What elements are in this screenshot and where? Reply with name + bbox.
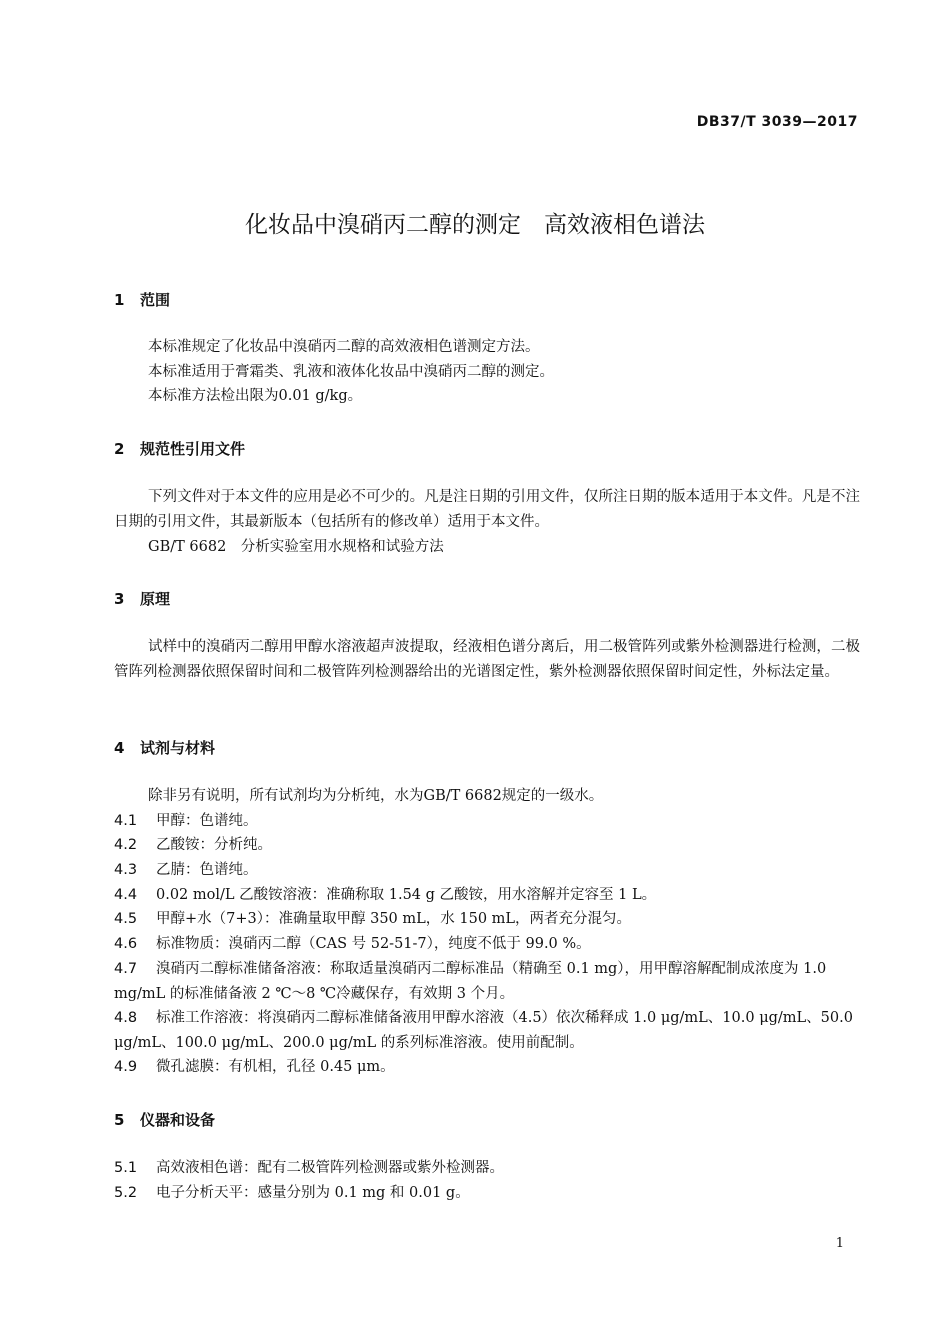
- page-number: 1: [835, 1236, 844, 1251]
- item-number: 5.2: [114, 1185, 138, 1201]
- standard-code: DB37/T 3039—2017: [696, 114, 858, 130]
- section-1-heading: [114, 289, 170, 310]
- section-title: 仪器和设备: [140, 1111, 216, 1129]
- section-4-heading: [114, 737, 215, 758]
- item-text: 乙酸铵：分析纯。: [156, 837, 272, 853]
- item-number: 4.9: [114, 1059, 138, 1075]
- item-text: 甲醇：色谱纯。: [156, 813, 258, 829]
- item-number: 4.8: [114, 1010, 138, 1026]
- item-number: 4.6: [114, 936, 138, 952]
- item-text: 溴硝丙二醇标准储备溶液：称取适量溴硝丙二醇标准品（精确至 0.1 mg），用甲醇溶解配制成浓度为 1.0 mg/mL 的标准储备液 2 ℃～8 ℃冷藏保存，有效期 3 个月。: [114, 961, 827, 1002]
- list-item: [114, 957, 860, 1006]
- list-item: [114, 1156, 860, 1181]
- section-title: 范围: [140, 291, 171, 309]
- section-number: 2: [114, 440, 125, 458]
- item-number: 4.5: [114, 911, 138, 927]
- item-text: 电子分析天平：感量分别为 0.1 mg 和 0.01 g。: [156, 1185, 470, 1201]
- list-item: [114, 809, 860, 834]
- section-2-heading: [114, 438, 245, 459]
- list-item: [114, 858, 860, 883]
- item-text: 乙腈：色谱纯。: [156, 862, 258, 878]
- reagents-intro: 除非另有说明，所有试剂均为分析纯，水为GB/T 6682规定的一级水。: [148, 788, 604, 804]
- list-item: [114, 1006, 860, 1055]
- item-number: 4.2: [114, 837, 138, 853]
- document-title: 化妆品中溴硝丙二醇的测定 高效液相色谱法: [245, 212, 705, 238]
- section-3-heading: [114, 588, 170, 609]
- item-number: 4.7: [114, 961, 138, 977]
- principle-paragraph: [114, 635, 860, 684]
- list-item: [114, 932, 860, 957]
- list-item: [114, 1055, 860, 1080]
- section-number: 5: [114, 1111, 125, 1129]
- paragraph-text: 试样中的溴硝丙二醇用甲醇水溶液超声波提取，经液相色谱分离后，用二极管阵列或紫外检测器进行检测，二极管阵列检测器依照保留时间和二极管阵列检测器给出的光谱图定性，紫外检测器依照保留时间定性，外标法定量。: [114, 639, 860, 680]
- list-item: [114, 1181, 860, 1206]
- section-number: 3: [114, 590, 125, 608]
- paragraph-text: 下列文件对于本文件的应用是必不可少的。凡是注日期的引用文件，仅所注日期的版本适用于本文件。凡是不注日期的引用文件，其最新版本（包括所有的修改单）适用于本文件。: [114, 489, 860, 530]
- list-item: [114, 883, 860, 908]
- section-title: 原理: [140, 590, 171, 608]
- section-title: 规范性引用文件: [140, 440, 246, 458]
- reference-item: GB/T 6682 分析实验室用水规格和试验方法: [148, 539, 444, 555]
- normative-references-paragraph: [114, 485, 860, 534]
- scope-line: 本标准适用于膏霜类、乳液和液体化妆品中溴硝丙二醇的测定。: [148, 364, 554, 380]
- section-number: 1: [114, 291, 125, 309]
- item-number: 4.3: [114, 862, 138, 878]
- item-text: 标准工作溶液：将溴硝丙二醇标准储备液用甲醇水溶液（4.5）依次稀释成 1.0 μg/mL、10.0 μg/mL、50.0 μg/mL、100.0 μg/mL、200.0 μg/mL 的系列标准溶液。使用前配制。: [114, 1010, 853, 1051]
- section-5-heading: [114, 1109, 215, 1130]
- list-item: [114, 833, 860, 858]
- item-number: 4.4: [114, 887, 138, 903]
- item-text: 0.02 mol/L 乙酸铵溶液：准确称取 1.54 g 乙酸铵，用水溶解并定容至 1 L。: [156, 887, 657, 903]
- item-text: 高效液相色谱：配有二极管阵列检测器或紫外检测器。: [156, 1160, 504, 1176]
- item-text: 标准物质：溴硝丙二醇（CAS 号 52-51-7），纯度不低于 99.0 %。: [156, 936, 591, 952]
- item-number: 5.1: [114, 1160, 138, 1176]
- section-number: 4: [114, 739, 125, 757]
- item-text: 甲醇+水（7+3）：准确量取甲醇 350 mL，水 150 mL，两者充分混匀。: [156, 911, 632, 927]
- list-item: [114, 907, 860, 932]
- item-number: 4.1: [114, 813, 138, 829]
- scope-line: 本标准规定了化妆品中溴硝丙二醇的高效液相色谱测定方法。: [148, 339, 540, 355]
- item-text: 微孔滤膜：有机相，孔径 0.45 μm。: [156, 1059, 395, 1075]
- section-title: 试剂与材料: [140, 739, 216, 757]
- scope-line: 本标准方法检出限为0.01 g/kg。: [148, 388, 363, 404]
